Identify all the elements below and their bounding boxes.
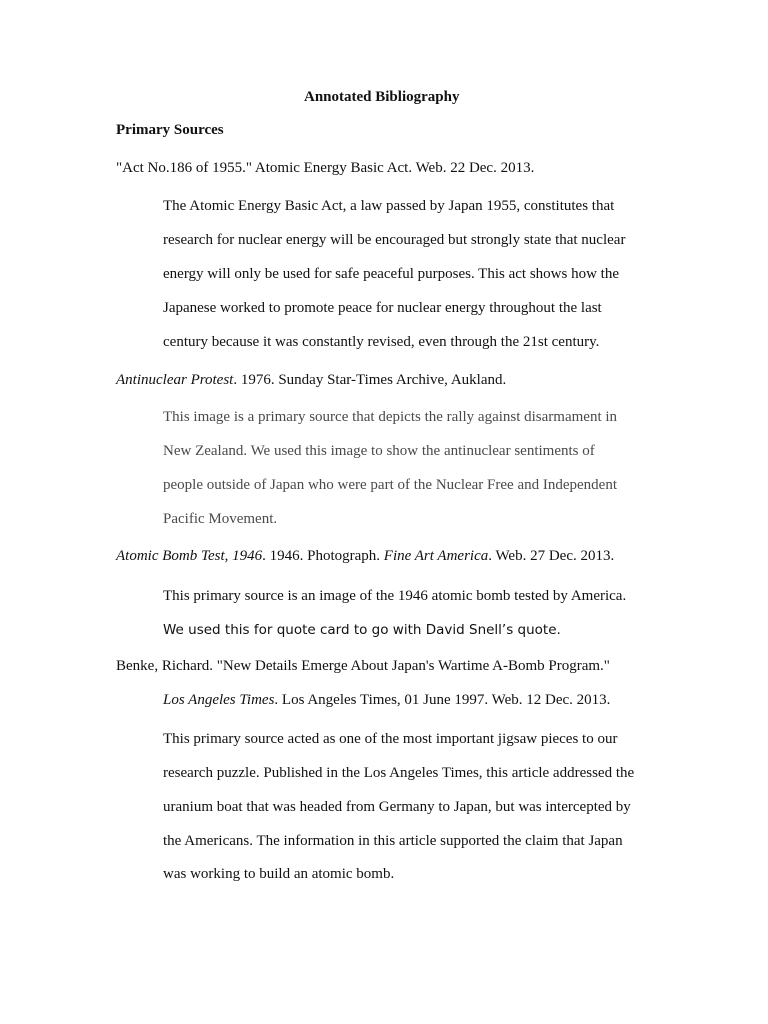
annotation-line: This primary source is an image of the 1946 atomic bomb tested by America. <box>163 588 627 604</box>
citation-benke: Benke, Richard. "New Details Emerge About Japan's Wartime A-Bomb Program." <box>116 658 610 674</box>
annotation-line: New Zealand. We used this image to show the antinuclear sentiments of <box>163 443 595 459</box>
annotation-line: research puzzle. Published in the Los Angeles Times, this article addressed the <box>163 765 635 781</box>
annotation-line: This primary source acted as one of the most important jigsaw pieces to our <box>163 731 618 747</box>
citation-title: Antinuclear Protest <box>116 372 234 388</box>
annotation-line: century because it was constantly revised, even through the 21st century. <box>163 334 600 350</box>
citation-details: . 1946. Photograph. <box>262 548 384 564</box>
citation-antinuclear-protest <box>116 371 506 389</box>
annotation-line: uranium boat that was headed from Germany to Japan, but was intercepted by <box>163 799 631 815</box>
citation-benke-continued <box>163 691 610 709</box>
citation-details: . 1976. Sunday Star-Times Archive, Aukland. <box>233 372 507 388</box>
citation-act-no-186: "Act No.186 of 1955." Atomic Energy Basic Act. Web. 22 Dec. 2013. <box>116 160 535 176</box>
annotation-line: the Americans. The information in this article supported the claim that Japan <box>163 833 623 849</box>
document-title: Annotated Bibliography <box>304 89 460 105</box>
section-heading: Primary Sources <box>116 122 224 138</box>
annotation-line: energy will only be used for safe peaceful purposes. This act shows how the <box>163 266 619 282</box>
citation-atomic-bomb-test <box>116 547 614 565</box>
annotation-line: was working to build an atomic bomb. <box>163 866 395 882</box>
citation-title: Atomic Bomb Test, 1946 <box>116 548 263 564</box>
annotation-line: Japanese worked to promote peace for nuclear energy throughout the last <box>163 300 602 316</box>
citation-date: . Web. 27 Dec. 2013. <box>488 548 615 564</box>
annotation-line: We used this for quote card to go with David Snell’s quote. <box>163 622 561 638</box>
annotation-line: people outside of Japan who were part of the Nuclear Free and Independent <box>163 477 617 493</box>
annotation-line: The Atomic Energy Basic Act, a law passed by Japan 1955, constitutes that <box>163 198 615 214</box>
citation-publication: Los Angeles Times <box>163 692 275 708</box>
annotation-line: This image is a primary source that depicts the rally against disarmament in <box>163 409 618 425</box>
citation-publisher: Fine Art America <box>383 548 489 564</box>
citation-details: . Los Angeles Times, 01 June 1997. Web. 12 Dec. 2013. <box>274 692 611 708</box>
annotation-line: research for nuclear energy will be encouraged but strongly state that nuclear <box>163 232 626 248</box>
annotation-line: Pacific Movement. <box>163 511 278 527</box>
